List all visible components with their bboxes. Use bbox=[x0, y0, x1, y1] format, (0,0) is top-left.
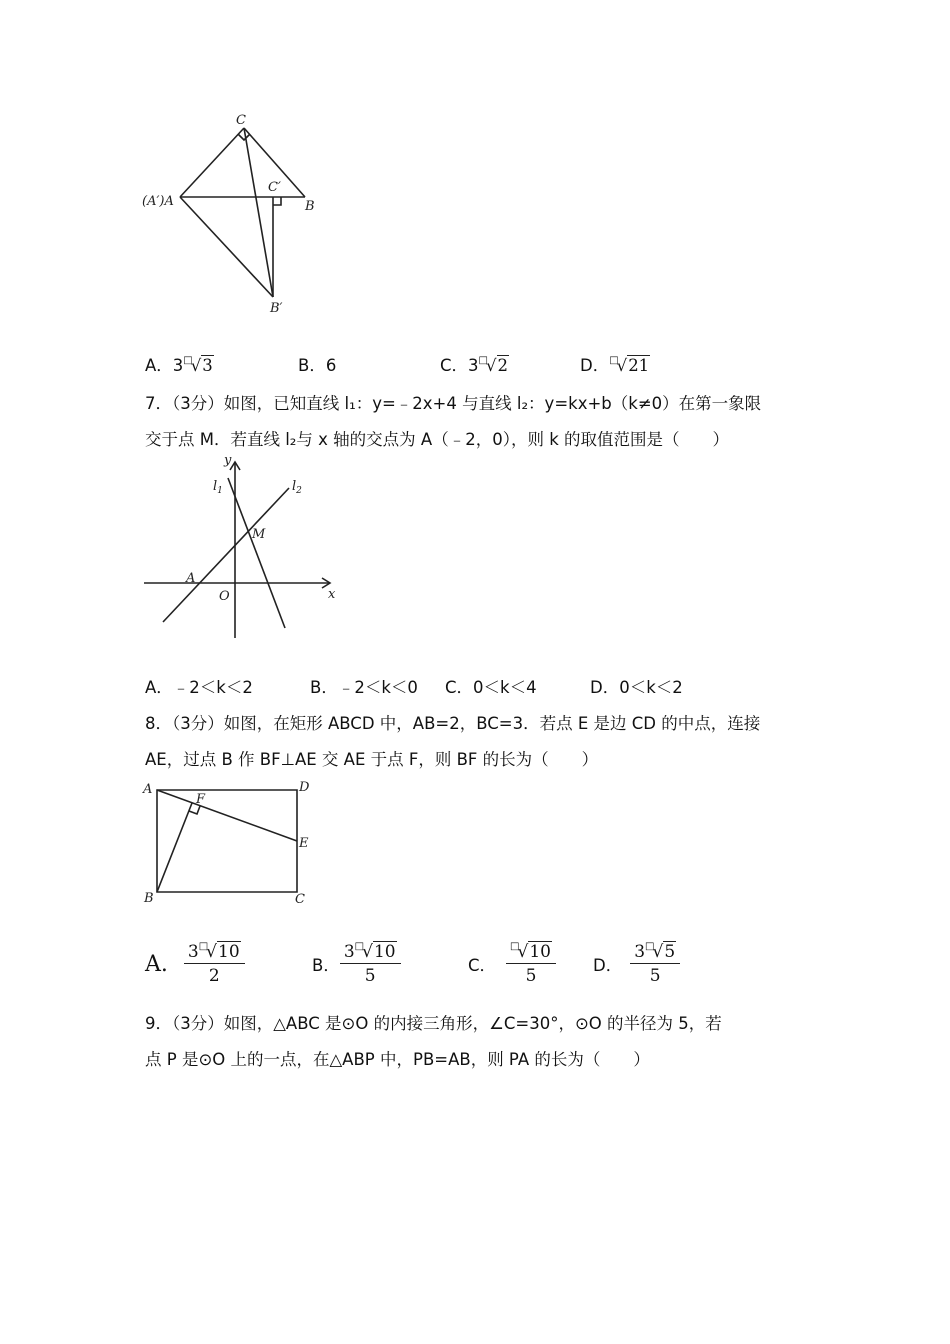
q7-option-b: B．﹣2＜k＜0 bbox=[310, 678, 418, 697]
figure-q8-rectangle bbox=[140, 775, 320, 910]
rectangle-ABCD bbox=[157, 790, 297, 892]
fraction: $\frac{^□√10}{5}$ bbox=[506, 942, 556, 986]
label-F: F bbox=[196, 792, 206, 807]
label-C: C bbox=[236, 113, 246, 128]
label-C-prime: C′ bbox=[268, 180, 281, 195]
q7-option-a: A．﹣2＜k＜2 bbox=[145, 678, 253, 697]
label-l1: $l_1$ bbox=[213, 479, 223, 496]
figure-q6-triangle bbox=[140, 105, 340, 320]
label-M: M bbox=[252, 527, 266, 542]
radical: □√21 bbox=[609, 355, 650, 375]
label-A: A bbox=[143, 782, 153, 797]
label-A: A bbox=[186, 571, 196, 586]
label-y: y bbox=[224, 453, 232, 468]
radical: □√3 bbox=[183, 355, 213, 375]
fraction: $\frac{3^□√5}{5}$ bbox=[630, 942, 680, 986]
segment-AE bbox=[157, 790, 297, 841]
label-l2: $l_2$ bbox=[292, 479, 302, 496]
radical: □√2 bbox=[478, 355, 508, 375]
figure-q7-lines bbox=[140, 452, 345, 647]
label-A: (A′)A bbox=[142, 194, 174, 209]
label-B-prime: B′ bbox=[270, 301, 283, 316]
label-C: C bbox=[295, 892, 305, 907]
segment-BF bbox=[157, 803, 192, 892]
q8-option-b: B． $\frac{3^□√10}{5}$ bbox=[312, 942, 401, 986]
q8-stem-line1: 8．（3分）如图，在矩形 ABCD 中，AB=2，BC=3．若点 E 是边 CD 的中点，连接 bbox=[145, 714, 761, 733]
q9-stem-line1: 9．（3分）如图，△ABC 是⊙O 的内接三角形，∠C=30°，⊙O 的半径为 5，若 bbox=[145, 1014, 722, 1033]
right-angle-mark-C bbox=[238, 134, 250, 140]
q7-option-d: D．0＜k＜2 bbox=[590, 678, 683, 697]
q7-option-c: C．0＜k＜4 bbox=[445, 678, 537, 697]
fraction: $\frac{3^□√10}{5}$ bbox=[340, 942, 401, 986]
right-angle-mark-Cp bbox=[273, 197, 281, 205]
label-B: B bbox=[144, 891, 154, 906]
label-B: B bbox=[305, 199, 315, 214]
label-E: E bbox=[299, 836, 309, 851]
q8-stem-line2: AE，过点 B 作 BF⊥AE 交 AE 于点 F，则 BF 的长为（ ） bbox=[145, 750, 599, 769]
q8-option-a: A. $\frac{3^□√10}{2}$ bbox=[145, 942, 245, 986]
q8-option-d: D． $\frac{3^□√5}{5}$ bbox=[593, 942, 680, 986]
q6-option-d: D．□√21 bbox=[580, 355, 650, 375]
fraction: $\frac{3^□√10}{2}$ bbox=[184, 942, 245, 986]
label-O: O bbox=[219, 589, 230, 604]
q6-option-a: A．3□√3 bbox=[145, 355, 213, 375]
q8-option-c: C． $\frac{^□√10}{5}$ bbox=[468, 942, 556, 986]
q9-stem-line2: 点 P 是⊙O 上的一点，在△ABP 中，PB=AB，则 PA 的长为（ ） bbox=[145, 1050, 650, 1069]
label-x: x bbox=[328, 587, 336, 602]
q7-stem-line2: 交于点 M．若直线 l₂与 x 轴的交点为 A（﹣2，0），则 k 的取值范围是（ ） bbox=[145, 430, 730, 449]
segment-CA bbox=[180, 128, 244, 197]
q6-option-b: B．6 bbox=[298, 356, 337, 375]
label-D: D bbox=[299, 780, 310, 795]
q6-option-c: C．3□√2 bbox=[440, 355, 508, 375]
q7-stem-line1: 7．（3分）如图，已知直线 l₁：y=﹣2x+4 与直线 l₂：y=kx+b（k≠0）在第一象限 bbox=[145, 394, 762, 413]
